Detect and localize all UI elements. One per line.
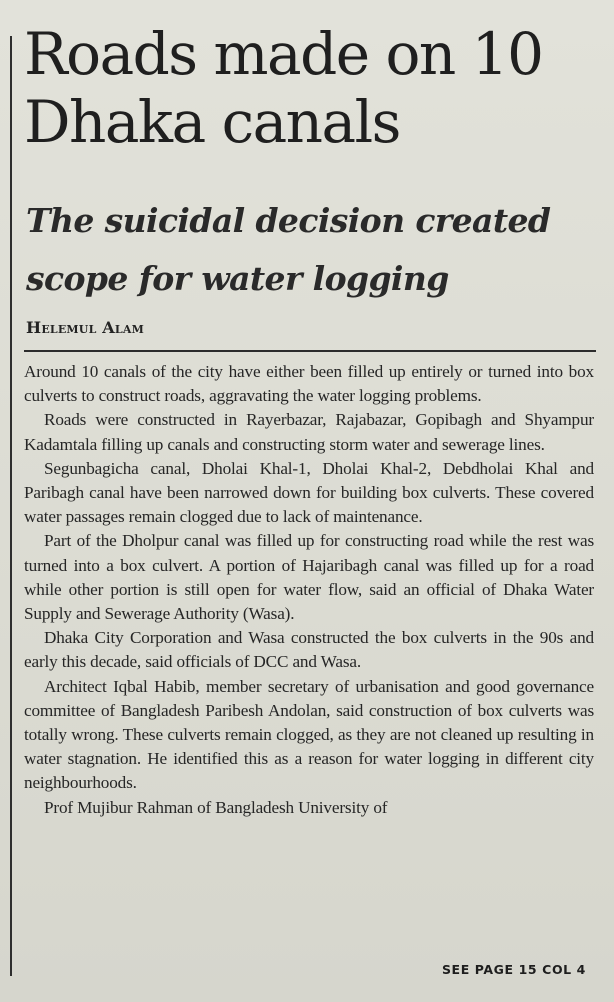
paragraph: Part of the Dholpur canal was filled up for constructing road while the rest was turned into a box culvert. A portion of Hajaribagh canal was filled up for a road while other portion is still open for water flow, said an official of Dhaka Water Supply and Sewerage Authority (Wasa). bbox=[24, 531, 594, 624]
byline: Helemul Alam bbox=[26, 318, 144, 337]
paragraph: Prof Mujibur Rahman of Bangladesh University of bbox=[44, 797, 388, 817]
article-body bbox=[24, 360, 594, 820]
paragraph: Dhaka City Corporation and Wasa constructed the box culverts in the 90s and early this decade, said officials of DCC and Wasa. bbox=[24, 628, 594, 672]
paragraph: Segunbagicha canal, Dholai Khal-1, Dholai Khal-2, Debdholai Khal and Paribagh canal have been narrowed down for building box culverts. These covered water passages remain clogged due to lack of maintenance. bbox=[24, 458, 594, 527]
headline: Roads made on 10 Dhaka canals bbox=[24, 20, 543, 156]
paragraph: Architect Iqbal Habib, member secretary of urbanisation and good governance committee of Bangladesh Paribesh Andolan, said construction of box culverts was totally wrong. These culverts remain clogged, as they are not cleaned up resulting in water stagnation. He identified this as a reason for water logging in different city neighbourhoods. bbox=[24, 676, 594, 793]
column-rule bbox=[10, 36, 12, 976]
subheadline: The suicidal decision created scope for water logging bbox=[26, 201, 551, 298]
paragraph: Around 10 canals of the city have either been filled up entirely or turned into box culverts to construct roads, aggravating the water logging problems. bbox=[24, 362, 594, 406]
byline-rule bbox=[24, 350, 596, 352]
continued-reference: SEE PAGE 15 COL 4 bbox=[441, 962, 586, 977]
paragraph: Roads were constructed in Rayerbazar, Rajabazar, Gopibagh and Shyampur Kadamtala filling up canals and constructing storm water and sewerage lines. bbox=[24, 410, 594, 454]
